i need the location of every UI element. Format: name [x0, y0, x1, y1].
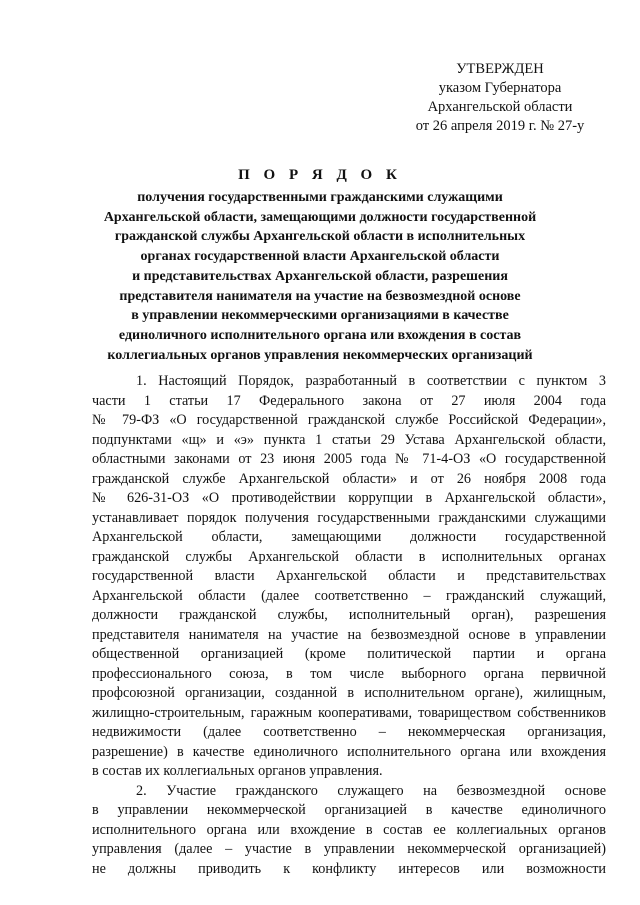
- paragraph-line: профессионального союза, в том числе выборного органа первичной: [92, 665, 606, 682]
- paragraph-line: 1. Настоящий Порядок, разработанный в соответствии с пунктом 3: [136, 373, 606, 389]
- subtitle-line: получения государственными гражданскими служащими: [137, 190, 503, 205]
- paragraph-line: не должны приводить к конфликту интересов или возможности: [92, 860, 606, 877]
- paragraph-line: в управлении некоммерческой организацией в качестве единоличного: [92, 802, 606, 818]
- paragraph-line: должности гражданской службы, исполнительный орган), разрешения: [92, 607, 606, 623]
- paragraph-1: [92, 372, 606, 782]
- paragraph-line: областными законами от 23 июня 2005 года № 71-4-ОЗ «О государственной: [92, 451, 606, 467]
- document-heading: [80, 165, 560, 365]
- approval-stamp: [395, 60, 605, 136]
- paragraph-line: представителя нанимателя на участие на безвозмездной основе в управлении: [92, 626, 606, 643]
- paragraph-line: гражданской службе Архангельской области» и от 26 ноября 2008 года: [92, 470, 606, 487]
- subtitle-line: единоличного исполнительного органа или вхождения в состав: [118, 327, 522, 343]
- paragraph-line: № 626-31-ОЗ «О противодействии коррупции в Архангельской области»,: [92, 490, 606, 506]
- paragraph-line: Архангельской области, замещающими должности государственной: [92, 529, 606, 545]
- paragraph-line: разрешение) в качестве единоличного исполнительного органа или вхождения: [92, 743, 606, 760]
- paragraph-line: в состав их коллегиальных органов управления.: [92, 763, 383, 779]
- document-body: [92, 372, 606, 879]
- document-subtitle: [80, 188, 560, 365]
- subtitle-line: коллегиальных органов управления некоммерческих организаций: [107, 347, 533, 363]
- subtitle-line: органах государственной власти Архангельской области: [140, 249, 500, 265]
- approval-issuer: указом Губернатора: [438, 80, 562, 96]
- approval-title: УТВЕРЖДЕН: [456, 61, 544, 77]
- approval-date: от 26 апреля 2019 г. № 27-у: [415, 118, 585, 134]
- paragraph-line: государственной власти Архангельской области и представительствах: [92, 568, 606, 584]
- paragraph-2: [92, 782, 606, 880]
- paragraph-line: недвижимости (далее соответственно – некоммерческая организация,: [92, 724, 606, 740]
- subtitle-line: представителя нанимателя на участие на безвозмездной основе: [119, 288, 521, 304]
- paragraph-line: гражданской службы Архангельской области в исполнительных органах: [92, 548, 606, 565]
- paragraph-line: Архангельской области (далее соответственно – гражданский служащий,: [92, 587, 606, 604]
- approval-region: Архангельской области: [427, 99, 573, 115]
- paragraph-line: подпунктами «щ» и «э» пункта 1 статьи 29 Устава Архангельской области,: [92, 431, 606, 448]
- paragraph-line: общественной организацией (кроме политической партии и органа: [92, 646, 606, 662]
- subtitle-line: Архангельской области, замещающими должности государственной: [103, 209, 537, 225]
- paragraph-line: части 1 статьи 17 Федерального закона от 27 июля 2004 года: [92, 392, 606, 409]
- subtitle-line: гражданской службы Архангельской области в исполнительных: [114, 229, 526, 245]
- subtitle-line: и представительствах Архангельской области, разрешения: [132, 268, 508, 284]
- paragraph-line: жилищно-строительным, гаражным кооперативами, товариществом собственников: [92, 704, 606, 721]
- paragraph-line: управления (далее – участие в управлении некоммерческой организацией): [92, 841, 606, 857]
- paragraph-line: 2. Участие гражданского служащего на безвозмездной основе: [136, 782, 606, 799]
- paragraph-line: профсоюзной организации, созданной в исполнительном органе), жилищным,: [92, 685, 606, 701]
- document-title: П О Р Я Д О К: [238, 167, 402, 183]
- subtitle-line: в управлении некоммерческими организациями в качестве: [131, 308, 509, 324]
- paragraph-line: № 79-ФЗ «О государственной гражданской службе Российской Федерации»,: [92, 412, 606, 428]
- paragraph-line: устанавливает порядок получения государственными гражданскими служащими: [92, 509, 606, 526]
- paragraph-line: исполнительного органа или вхождение в состав ее коллегиальных органов: [92, 821, 606, 838]
